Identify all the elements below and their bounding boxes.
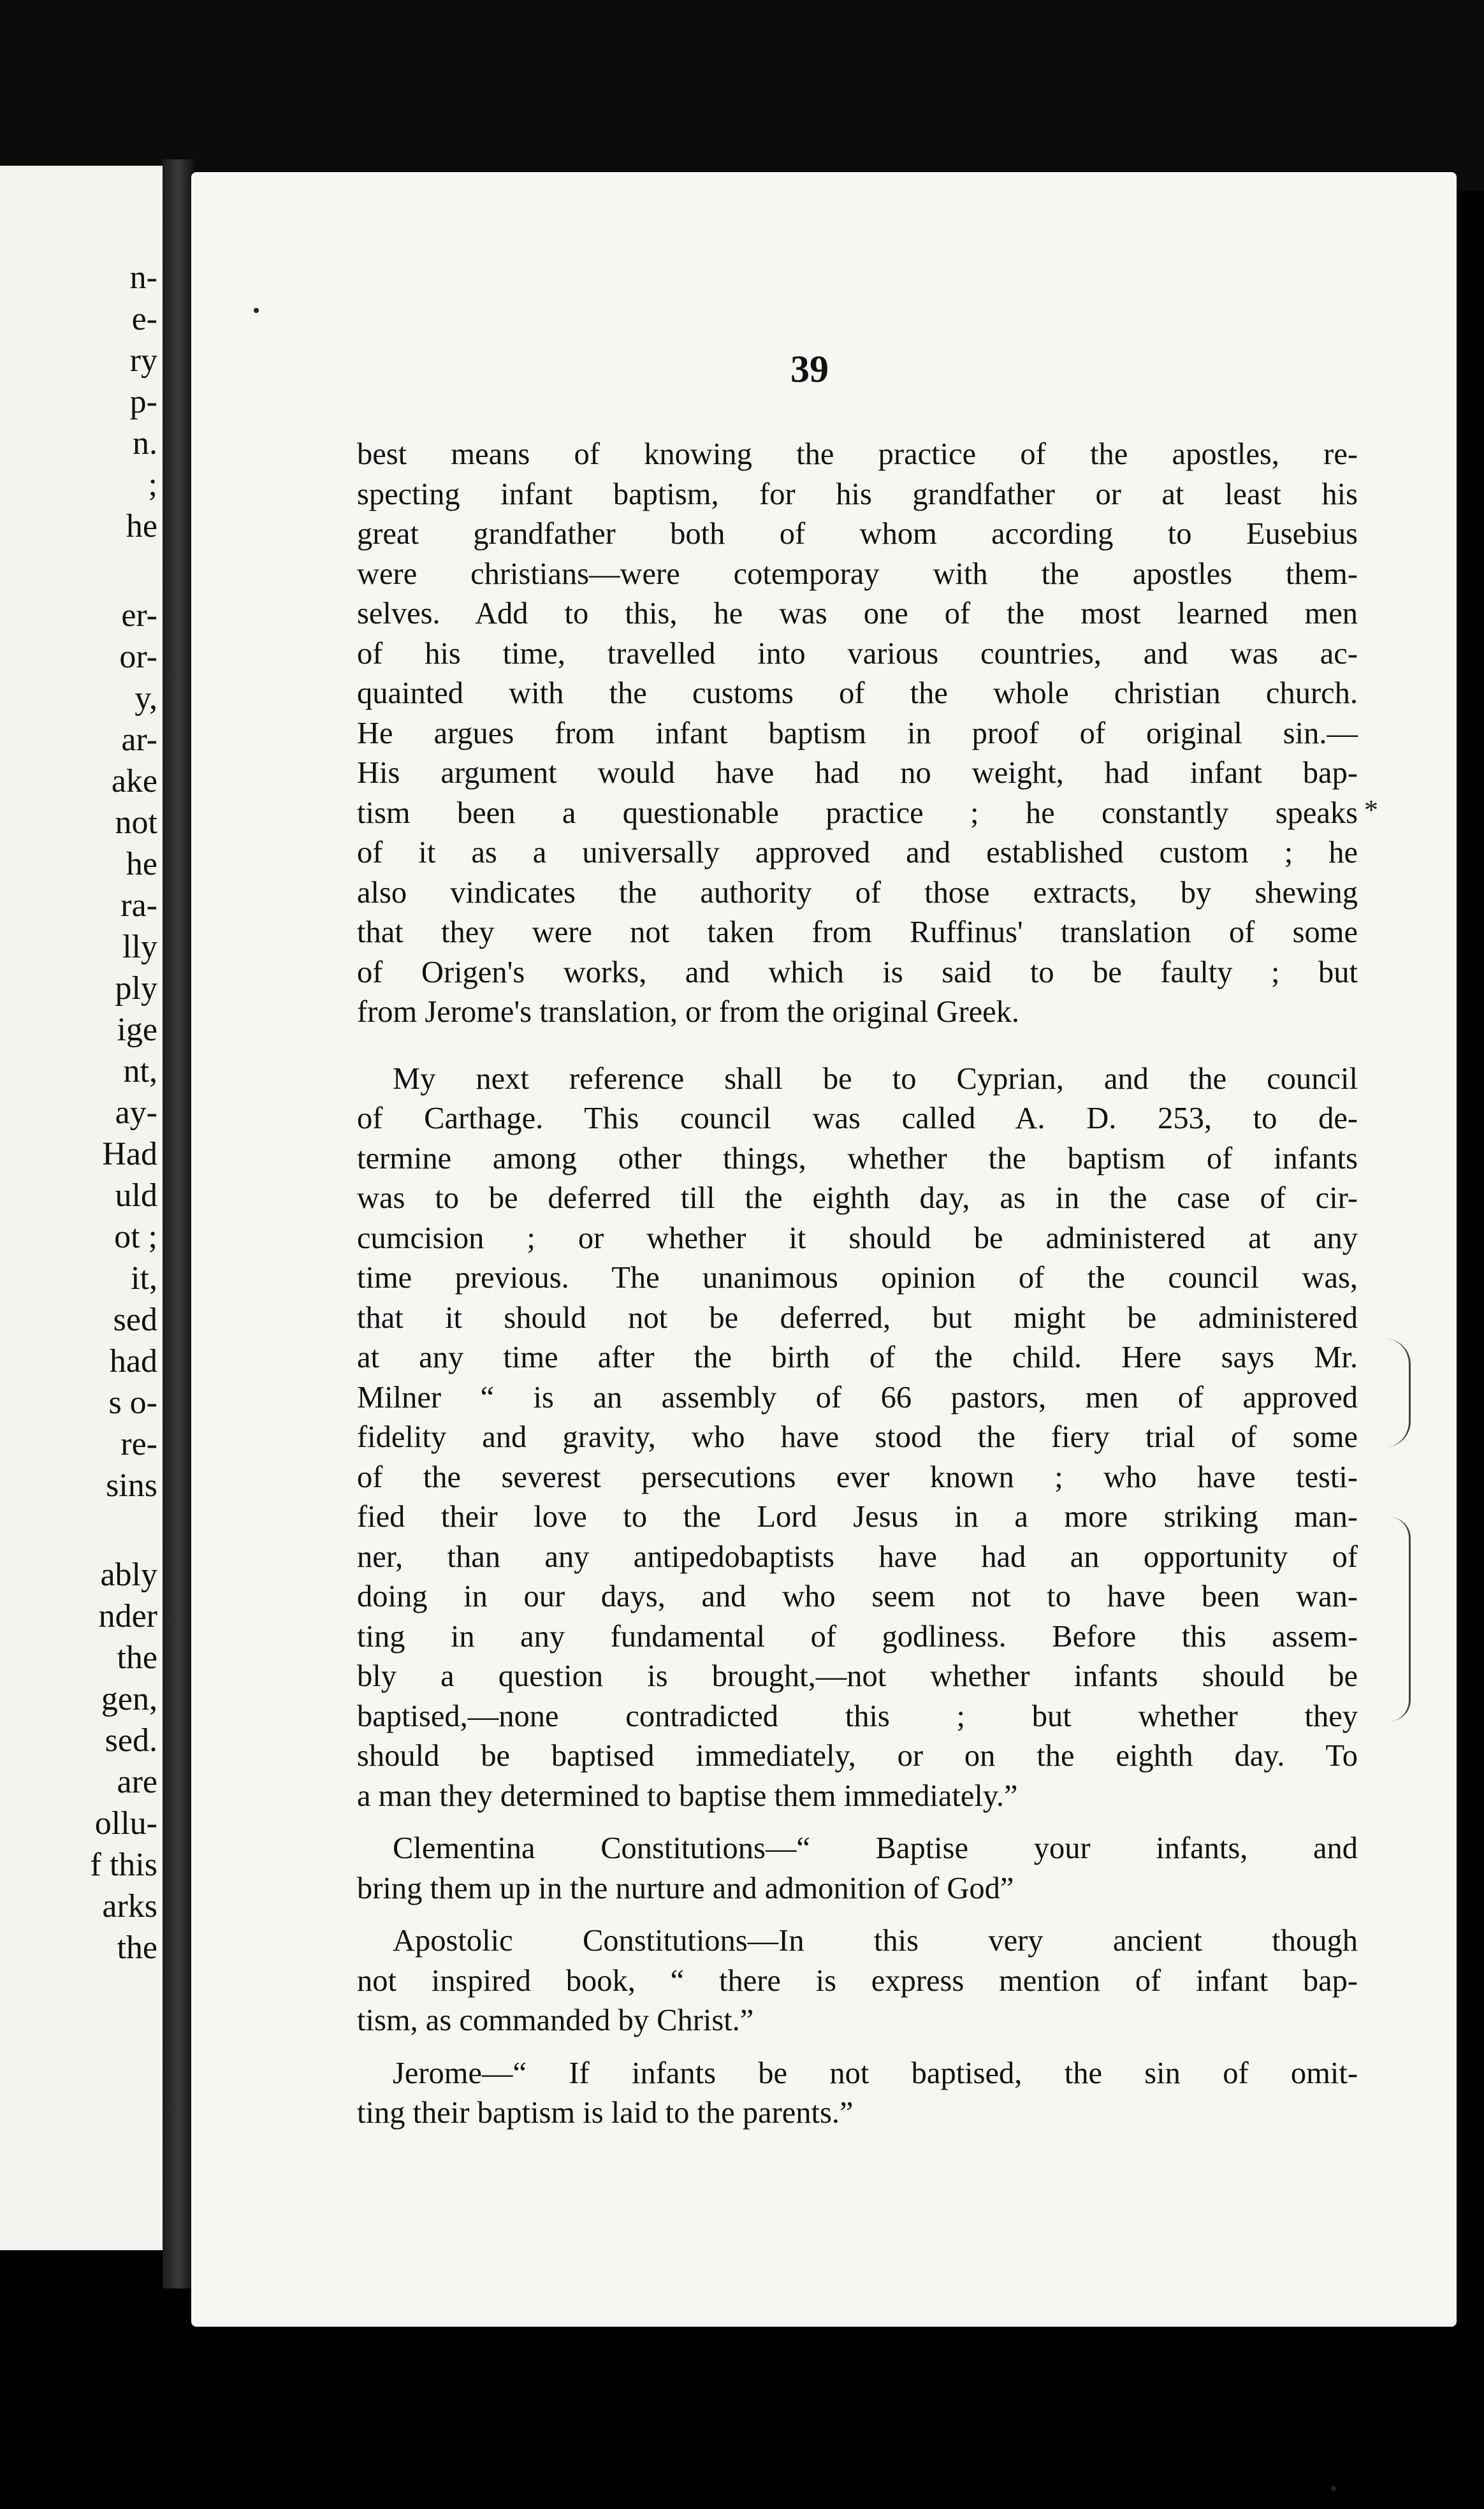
paragraph bbox=[357, 1921, 1358, 2041]
scan-speck bbox=[254, 308, 259, 313]
facing-page-fragment: it, bbox=[131, 1260, 157, 1297]
facing-page-fragment: or- bbox=[119, 639, 157, 675]
text-line: fied their love to the Lord Jesus in a more striking man- bbox=[357, 1500, 1358, 1534]
facing-page-fragment: ay- bbox=[115, 1095, 157, 1131]
text-line: Jerome—“ If infants be not baptised, the sin of omit- bbox=[393, 2056, 1358, 2090]
facing-page-fragment: e- bbox=[131, 301, 157, 337]
text-line: bly a question is brought,—not whether infants should be bbox=[357, 1659, 1358, 1693]
text-line: bring them up in the nurture and admonition of God” bbox=[357, 1871, 1014, 1905]
text-line: His argument would have had no weight, had infant bap- bbox=[357, 756, 1358, 790]
paragraph bbox=[357, 1059, 1358, 1817]
text-line: Clementina Constitutions—“ Baptise your infants, and bbox=[393, 1831, 1358, 1865]
text-line: also vindicates the authority of those extracts, by shewing bbox=[357, 875, 1358, 910]
text-line: of it as a universally approved and established custom ; he bbox=[357, 836, 1358, 869]
facing-page-fragment: y, bbox=[135, 680, 157, 716]
facing-page-fragment: n. bbox=[133, 425, 157, 462]
text-line: Apostolic Constitutions—In this very ancient though bbox=[393, 1924, 1358, 1958]
text-line: were christians—were cotemporay with the apostles them- bbox=[357, 556, 1358, 591]
facing-page-fragment: ; bbox=[148, 467, 157, 503]
facing-page-fragment: he bbox=[126, 508, 157, 544]
facing-page-fragment: are bbox=[117, 1764, 157, 1800]
facing-page-fragment: f this bbox=[90, 1847, 157, 1883]
facing-page-fragment: ably bbox=[100, 1557, 157, 1593]
text-line: best means of knowing the practice of the apostles, re- bbox=[357, 437, 1358, 471]
page-curl-mark bbox=[1390, 1517, 1411, 1721]
facing-page-fragment: ot ; bbox=[114, 1219, 157, 1255]
facing-page-fragment: er- bbox=[121, 597, 157, 634]
facing-page-fragment: he bbox=[126, 846, 157, 882]
text-line: Milner “ is an assembly of 66 pastors, men of approved bbox=[357, 1380, 1358, 1414]
facing-page-fragment: nder bbox=[98, 1598, 157, 1634]
text-line: of Carthage. This council was called A. D. 253, to de- bbox=[357, 1102, 1358, 1135]
facing-page-fragment: re- bbox=[120, 1426, 157, 1462]
margin-asterisk: * bbox=[1364, 794, 1378, 825]
facing-page-fragment: not bbox=[115, 804, 157, 841]
text-line: that it should not be deferred, but might be administered bbox=[357, 1300, 1358, 1335]
facing-page-fragment: sins bbox=[106, 1467, 157, 1504]
facing-page-fragment: p- bbox=[129, 384, 157, 420]
facing-page-fragment: Had bbox=[102, 1136, 157, 1172]
facing-page-fragment: had bbox=[109, 1343, 157, 1379]
scan-background bbox=[0, 0, 1484, 191]
facing-page-fragment: ar- bbox=[121, 722, 157, 758]
page-number: 39 bbox=[790, 348, 829, 390]
facing-page-fragment: s o- bbox=[108, 1385, 157, 1421]
paragraph bbox=[357, 2054, 1358, 2134]
page-curl-mark bbox=[1383, 1339, 1411, 1447]
text-line: great grandfather both of whom according to Eusebius bbox=[357, 517, 1358, 551]
text-line: of his time, travelled into various countries, and was ac- bbox=[357, 636, 1358, 671]
facing-page-fragment: the bbox=[117, 1640, 157, 1676]
book-gutter bbox=[163, 159, 194, 2288]
facing-page-fragment: ply bbox=[115, 970, 157, 1007]
facing-page-fragment: ollu- bbox=[94, 1805, 157, 1842]
paragraph bbox=[357, 435, 1358, 1033]
text-line: of Origen's works, and which is said to be faulty ; but bbox=[357, 955, 1358, 989]
text-line: fidelity and gravity, who have stood the fiery trial of some bbox=[357, 1420, 1358, 1454]
paragraph bbox=[357, 1829, 1358, 1909]
facing-page-fragment: gen, bbox=[101, 1681, 157, 1717]
text-line: was to be deferred till the eighth day, as in the case of cir- bbox=[357, 1181, 1358, 1215]
text-line: that they were not taken from Ruffinus' translation of some bbox=[357, 915, 1358, 949]
facing-page-edge bbox=[0, 166, 163, 2250]
facing-page-fragment: sed. bbox=[105, 1722, 157, 1759]
text-line: at any time after the birth of the child. Here says Mr. bbox=[357, 1341, 1358, 1374]
text-line: from Jerome's translation, or from the original Greek. bbox=[357, 995, 1020, 1029]
text-line: He argues from infant baptism in proof of original sin.— bbox=[357, 716, 1358, 750]
text-line: tism been a questionable practice ; he constantly speaks bbox=[357, 796, 1358, 830]
facing-page-fragment: the bbox=[117, 1930, 157, 1966]
text-line: specting infant baptism, for his grandfather or at least his bbox=[357, 477, 1358, 511]
text-line: should be baptised immediately, or on the eighth day. To bbox=[357, 1739, 1358, 1773]
page-body bbox=[357, 435, 1358, 2134]
text-line: cumcision ; or whether it should be administered at any bbox=[357, 1221, 1358, 1255]
text-line: not inspired book, “ there is express mention of infant bap- bbox=[357, 1963, 1358, 1998]
text-line: ner, than any antipedobaptists have had an opportunity of bbox=[357, 1539, 1358, 1574]
facing-page-fragment: ake bbox=[111, 763, 157, 799]
facing-page-fragment: nt, bbox=[123, 1053, 157, 1089]
text-line: baptised,—none contradicted this ; but whether they bbox=[357, 1699, 1358, 1733]
text-line: My next reference shall be to Cyprian, and the council bbox=[393, 1061, 1358, 1096]
facing-page-fragment: ry bbox=[129, 342, 157, 379]
facing-page-fragment: ra- bbox=[120, 887, 157, 924]
facing-page-fragment: uld bbox=[115, 1177, 157, 1214]
text-line: selves. Add to this, he was one of the most learned men bbox=[357, 597, 1358, 630]
text-line: quainted with the customs of the whole christian church. bbox=[357, 676, 1358, 710]
facing-page-fragment: ige bbox=[117, 1012, 157, 1048]
facing-page-fragment: lly bbox=[122, 929, 157, 965]
facing-page-fragment: n- bbox=[129, 259, 157, 296]
text-line: ting their baptism is laid to the parents.” bbox=[357, 2096, 854, 2130]
text-line: a man they determined to baptise them immediately.” bbox=[357, 1778, 1018, 1813]
text-line: of the severest persecutions ever known ; who have testi- bbox=[357, 1460, 1358, 1494]
facing-page-fragment: arks bbox=[102, 1888, 157, 1924]
text-line: ting in any fundamental of godliness. Before this assem- bbox=[357, 1619, 1358, 1654]
text-line: tism, as commanded by Christ.” bbox=[357, 2004, 754, 2037]
text-line: time previous. The unanimous opinion of the council was, bbox=[357, 1261, 1358, 1295]
scan-speck bbox=[1331, 2486, 1336, 2491]
facing-page-fragment: sed bbox=[113, 1302, 157, 1338]
text-line: termine among other things, whether the baptism of infants bbox=[357, 1141, 1358, 1175]
text-line: doing in our days, and who seem not to have been wan- bbox=[357, 1580, 1358, 1613]
